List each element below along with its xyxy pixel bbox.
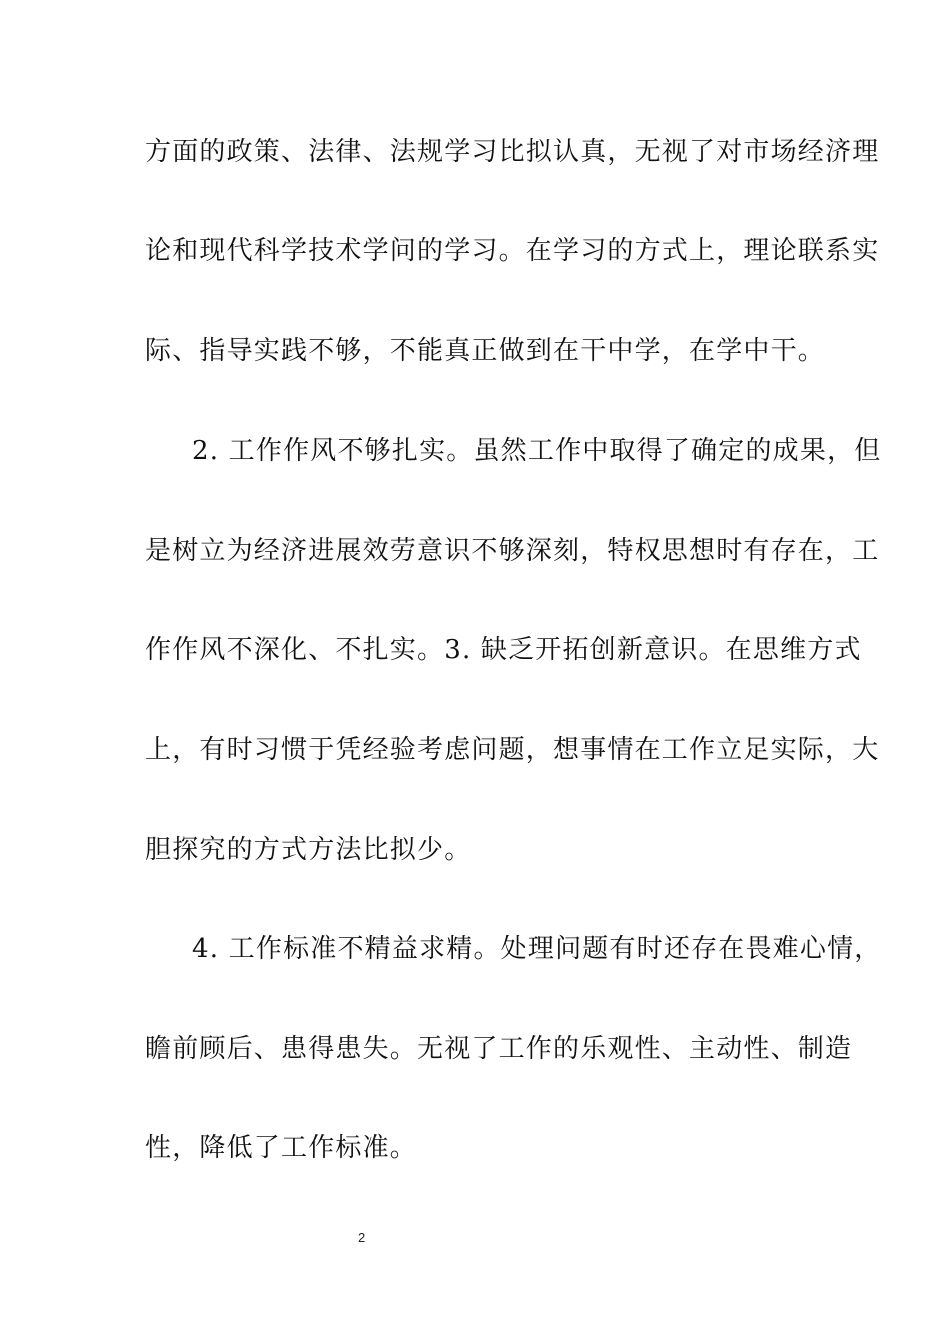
text-line-5: 是树立为经济进展效劳意识不够深刻，特权思想时有存在，工 [145,536,880,566]
text-line-3: 际、指导实践不够，不能真正做到在干中学，在学中干。 [145,336,826,366]
text-line-1: 方面的政策、法律、法规学习比拟认真，无视了对市场经济理 [145,137,880,167]
text-line-4: 2. 工作作风不够扎实。虽然工作中取得了确定的成果，但 [192,436,882,466]
text-line-7: 上，有时习惯于凭经验考虑问题，想事情在工作立足实际，大 [145,735,880,765]
text-line-2: 论和现代科学技术学问的学习。在学习的方式上，理论联系实 [145,236,880,266]
text-line-6: 作作风不深化、不扎实。3. 缺乏开拓创新意识。在思维方式 [145,635,862,665]
text-line-10: 瞻前顾后、患得患失。无视了工作的乐观性、主动性、制造 [145,1034,853,1064]
text-line-8: 胆探究的方式方法比拟少。 [145,835,472,865]
text-line-11: 性，降低了工作标准。 [145,1133,418,1163]
page-number: 2 [358,1230,366,1245]
text-line-9: 4. 工作标准不精益求精。处理问题有时还存在畏难心情， [192,934,882,964]
